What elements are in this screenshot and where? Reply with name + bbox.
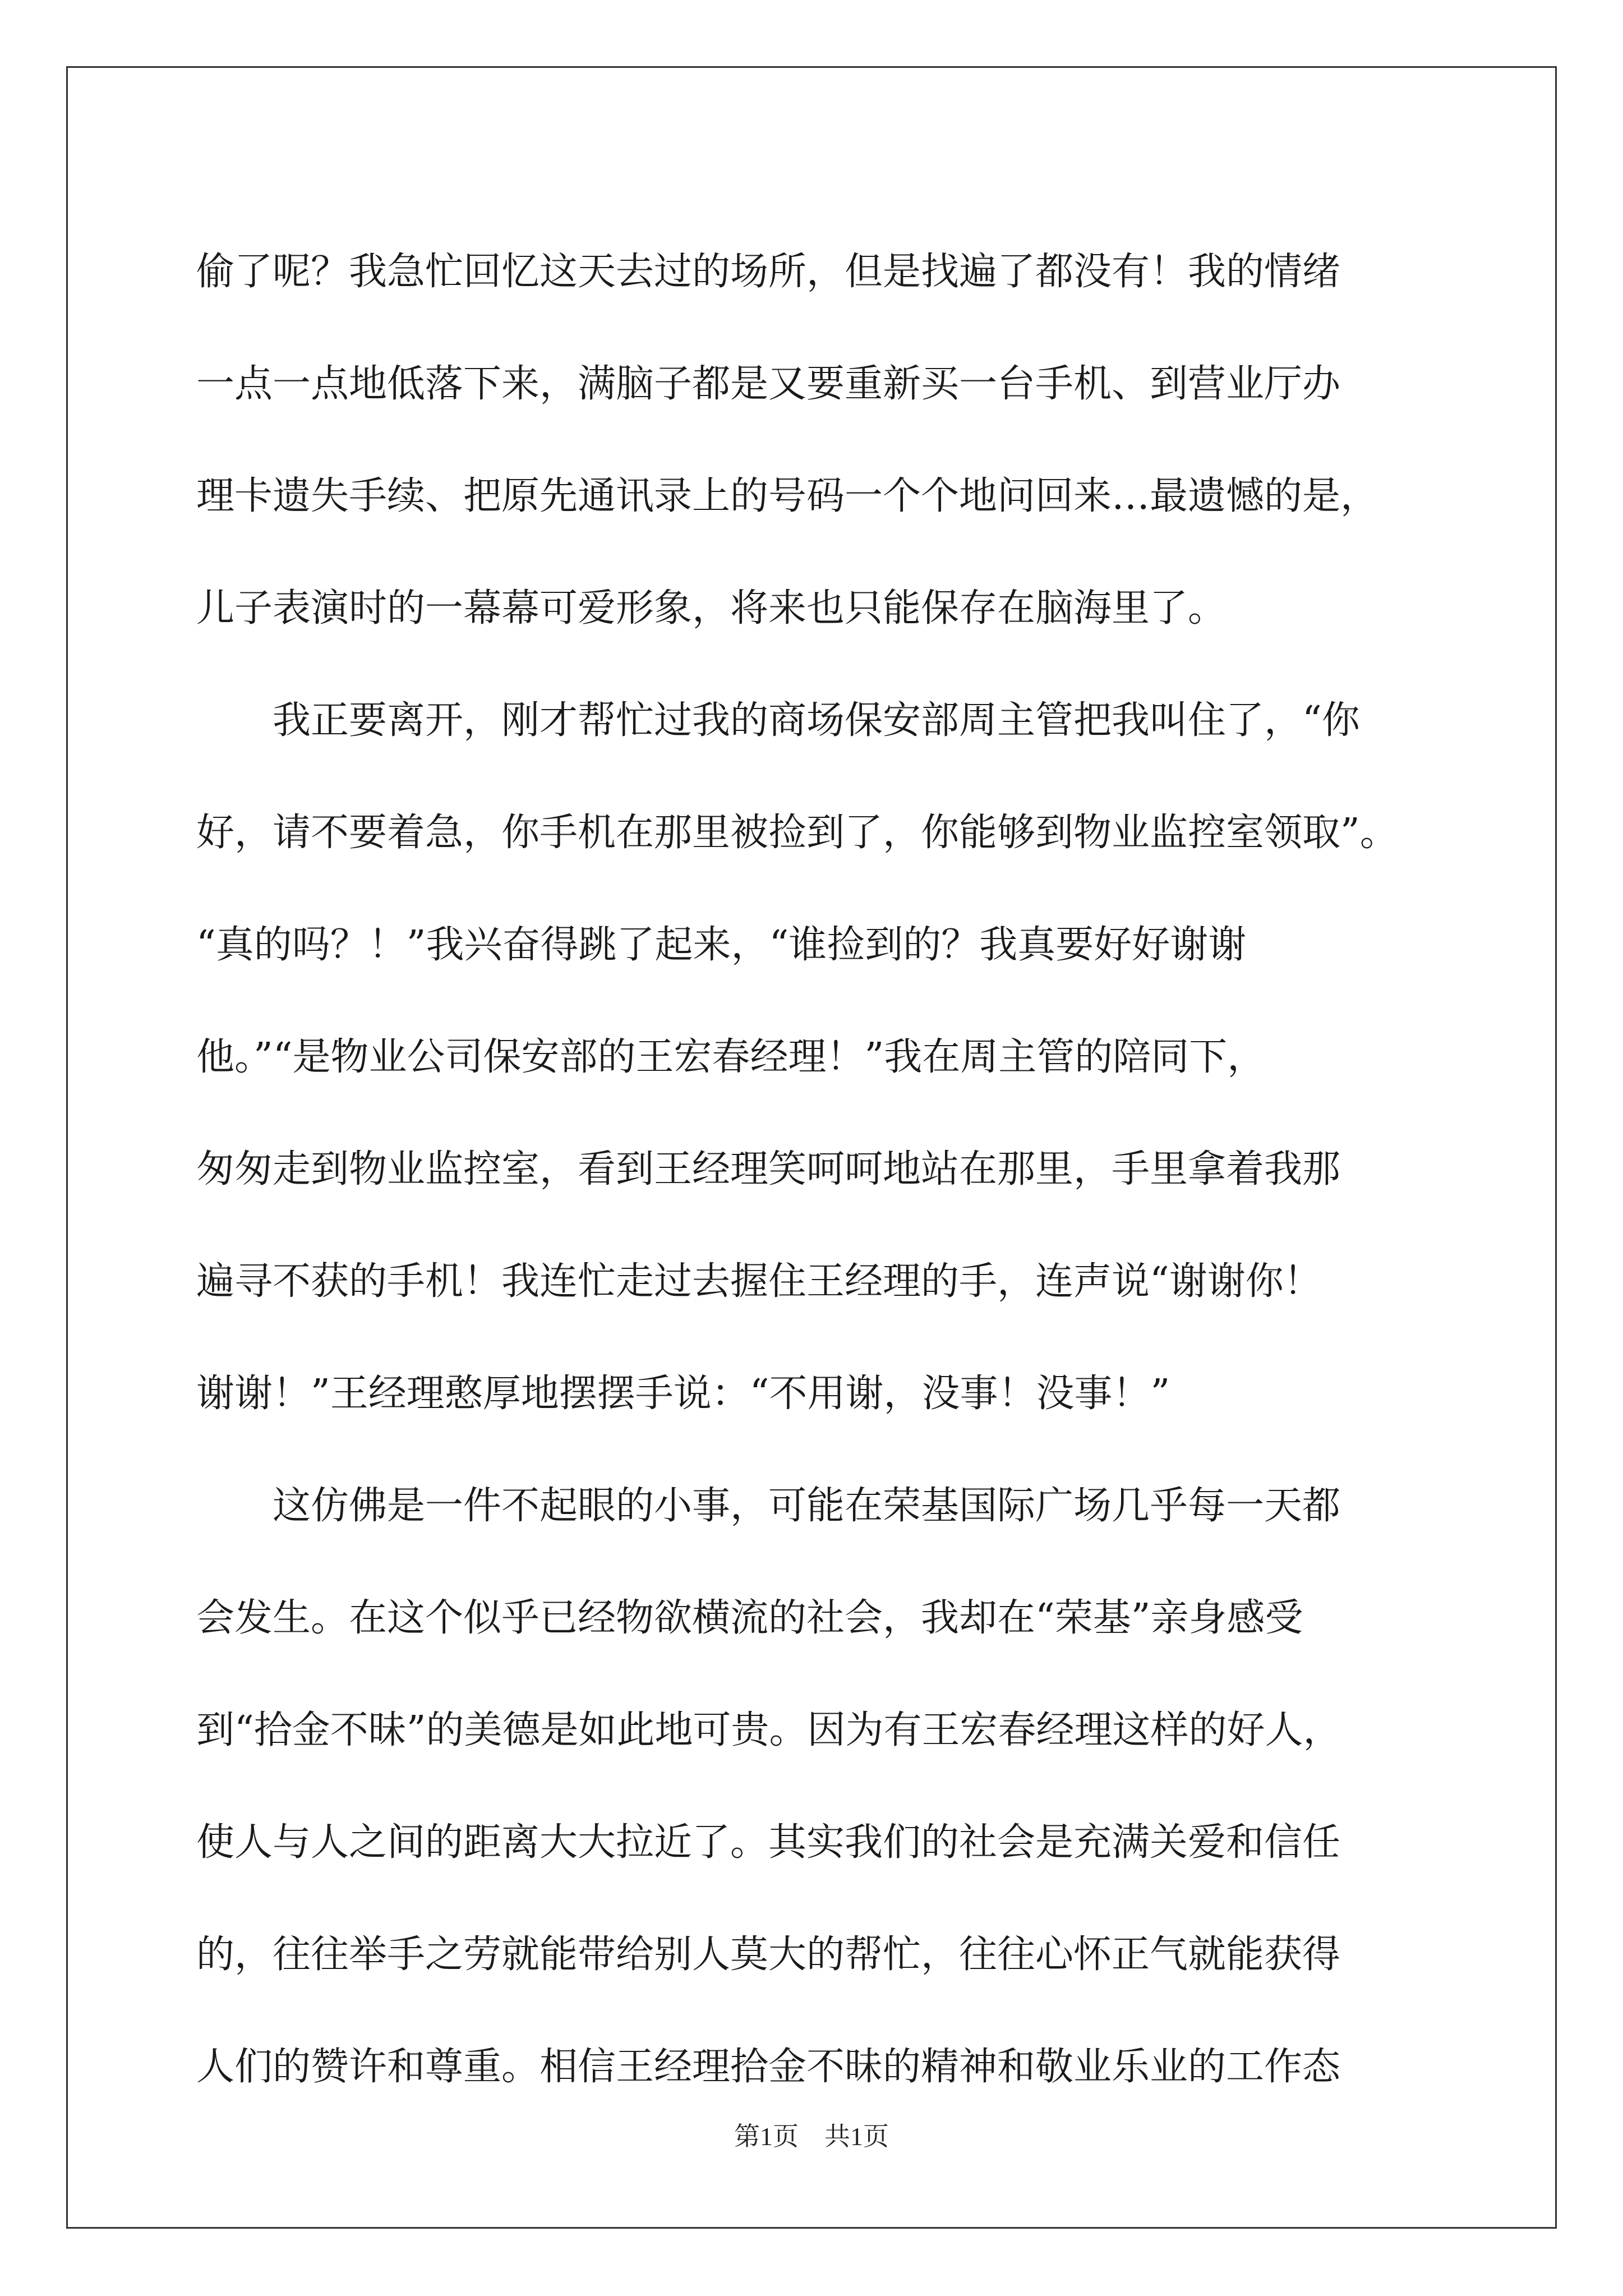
text-line: “真的吗？！”我兴奋得跳了起来，“谁捡到的？我真要好好谢谢 (196, 923, 1247, 967)
text-line: 的，往往举手之劳就能带给别人莫大的帮忙，往往心怀正气就能获得 (196, 1932, 1341, 1977)
text-line: 使人与人之间的距离大大拉近了。其实我们的社会是充满关爱和信任 (196, 1820, 1341, 1865)
text-line: 理卡遗失手续、把原先通讯录上的号码一个个地问回来…最遗憾的是， (196, 474, 1379, 518)
text-line: 人们的赞许和尊重。相信王经理拾金不昧的精神和敬业乐业的工作态 (196, 2045, 1341, 2089)
text-line: 这仿佛是一件不起眼的小事，可能在荣基国际广场几乎每一天都 (196, 1484, 1341, 1528)
text-line: 他。”“是物业公司保安部的王宏春经理！”我在周主管的陪同下， (196, 1035, 1266, 1079)
text-line: 匆匆走到物业监控室，看到王经理笑呵呵地站在那里，手里拿着我那 (196, 1147, 1341, 1191)
text-line: 会发生。在这个似乎已经物欲横流的社会，我却在“荣基”亲身感受 (196, 1596, 1303, 1640)
text-line: 我正要离开，刚才帮忙过我的商场保安部周主管把我叫住了，“你 (196, 698, 1360, 743)
text-line: 儿子表演时的一幕幕可爱形象，将来也只能保存在脑海里了。 (196, 586, 1227, 631)
text-line: 到“拾金不昧”的美德是如此地可贵。因为有王宏春经理这样的好人， (196, 1708, 1341, 1752)
text-line: 一点一点地低落下来，满脑子都是又要重新买一台手机、到营业厅办 (196, 362, 1341, 406)
text-line: 好，请不要着急，你手机在那里被捡到了，你能够到物业监控室领取”。 (196, 811, 1398, 855)
document-body (196, 216, 1486, 2123)
text-line: 遍寻不获的手机！我连忙走过去握住王经理的手，连声说“谢谢你！ (196, 1259, 1322, 1304)
text-line: 偷了呢？我急忙回忆这天去过的场所，但是找遍了都没有！我的情绪 (196, 250, 1341, 294)
text-line: 谢谢！”王经理憨厚地摆摆手说：“不用谢，没事！没事！” (196, 1372, 1170, 1416)
page-number-footer: 第1页 共1页 (734, 2122, 889, 2151)
